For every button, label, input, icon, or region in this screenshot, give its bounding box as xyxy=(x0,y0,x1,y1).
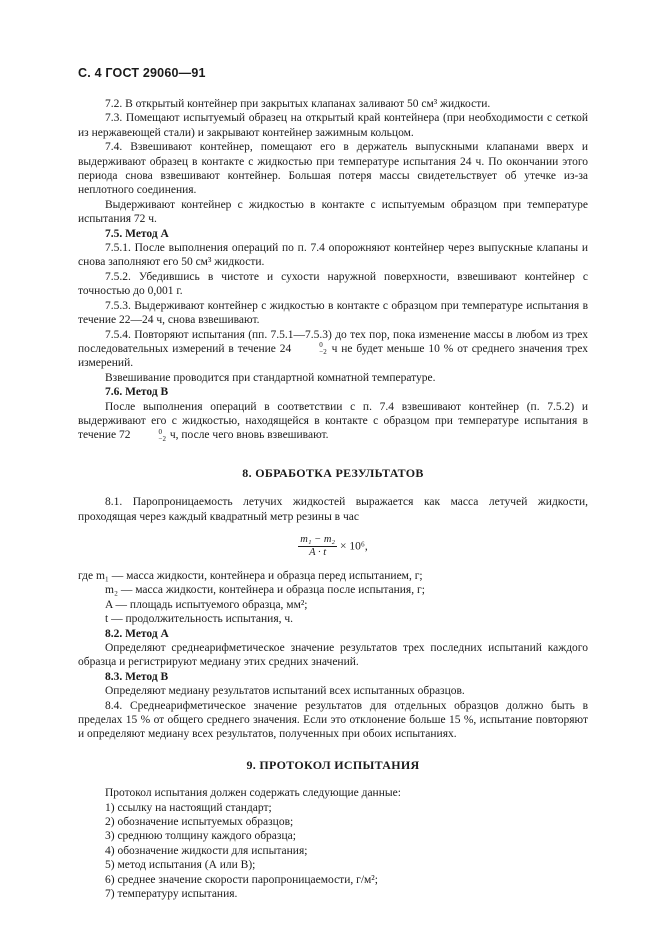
paragraph-8-1: 8.1. Паропроницаемость летучих жидкостей выражается как масса летучей жидкости, проходящая через каждый квадратный метр резины в час xyxy=(78,496,588,523)
paragraph-8-4: 8.4. Среднеарифметическое значение результатов для отдельных образцов должно быть в пределах 15 % от общего среднего значения. Если это отклонение больше 15 %, испытание повторяют и определяют медиану всех результатов, полученных при обоих испытаниях. xyxy=(78,699,588,741)
heading-7-6: 7.6. Метод В xyxy=(105,386,169,399)
tolerance-lower: −2 xyxy=(158,434,166,443)
section-8-title: 8. ОБРАБОТКА РЕЗУЛЬТАТОВ xyxy=(242,465,424,480)
list-item: 7) температуру испытания. xyxy=(105,888,238,901)
paragraph-7-6 xyxy=(78,400,588,443)
formula-fraction xyxy=(298,534,337,559)
paragraph-9-intro: Протокол испытания должен содержать следующие данные: xyxy=(105,787,401,800)
page-header: С. 4 ГОСТ 29060—91 xyxy=(78,66,206,80)
variable-definitions xyxy=(78,569,588,627)
paragraph-7-6-end: ч, после чего вновь взвешивают. xyxy=(169,429,329,442)
paragraph-7-5-4-start: 7.5.4. Повторяют испытания (пп. 7.5.1—7.5.3) до тех пор, пока изменение массы в любом из трех последовательных измерений в течение 24 xyxy=(78,328,588,355)
paragraph-7-5-3: 7.5.3. Выдерживают контейнер с жидкостью в контакте с образцом при температуре испытания в течение 22—24 ч, снова взвешивают. xyxy=(78,299,588,327)
tolerance-72h xyxy=(132,429,166,443)
definition-m2: m₂ — масса жидкости, контейнера и образца после испытания, г; xyxy=(105,584,425,597)
definition-t: t — продолжительность испытания, ч. xyxy=(105,613,294,626)
formula-numerator: m₁ − m₂ xyxy=(300,533,336,545)
paragraph-7-5-1: 7.5.1. После выполнения операций по п. 7.4 опорожняют контейнер через выпускные клапаны и снова заполняют его 50 см³ жидкости. xyxy=(78,242,588,269)
heading-7-5: 7.5. Метод А xyxy=(105,227,169,240)
definition-a: A — площадь испытуемого образца, мм²; xyxy=(105,598,308,611)
formula-multiplier: × 10⁶, xyxy=(339,540,368,553)
paragraph-7-6-start: После выполнения операций в соответствии с п. 7.4 взвешивают контейнер (п. 7.5.2) и выдерживают его с жидкостью, находящейся в контакте с образцом при температуре испытания в течение 72 xyxy=(78,400,588,442)
paragraph-7-5-4 xyxy=(78,328,588,371)
section-9-title: 9. ПРОТОКОЛ ИСПЫТАНИЯ xyxy=(246,757,420,772)
paragraph-7-3: 7.3. Помещают испытуемый образец на открытый край контейнера (при необходимости с сеткой из нержавеющей стали) и закрывают контейнер зажимным кольцом. xyxy=(78,112,588,139)
paragraph-8-2: Определяют среднеарифметическое значение результатов трех последних испытаний каждого образца и регистрируют медиану этих средних значений. xyxy=(78,642,588,669)
list-item: 5) метод испытания (А или В); xyxy=(105,859,256,872)
list-item: 6) среднее значение скорости паропроницаемости, г/м²; xyxy=(105,873,378,886)
formula-denominator: A · t xyxy=(309,546,327,558)
protocol-list xyxy=(78,801,588,902)
tolerance-upper: 0 xyxy=(319,341,323,350)
heading-8-2: 8.2. Метод А xyxy=(105,627,169,640)
paragraph-7-5-4-end: ч не будет меньше 10 % от среднего значения трех измерений. xyxy=(78,342,589,370)
paragraph-8-3: Определяют медиану результатов испытаний всех испытанных образцов. xyxy=(105,685,465,698)
paragraph-weighing: Взвешивание проводится при стандартной комнатной температуре. xyxy=(105,371,436,384)
paragraph-7-5-2: 7.5.2. Убедившись в чистоте и сухости наружной поверхности, взвешивают контейнер с точностью до 0,001 г. xyxy=(78,270,588,298)
heading-8-3: 8.3. Метод В xyxy=(105,670,169,683)
tolerance-upper: 0 xyxy=(158,427,163,436)
paragraph-7-4: 7.4. Взвешивают контейнер, помещают его в держатель выпускными клапанами вверх и выдерживают образец в контакте с жидкостью при температуре испытания 24 ч. По окончании этого периода снова взвешивают контейнер. Большая потеря массы свидетельствует об утечке из-за неплотного соединения. xyxy=(78,141,588,197)
definition-m1: где m₁ — масса жидкости, контейнера и образца перед испытанием, г; xyxy=(78,569,423,582)
tolerance-24h xyxy=(292,342,326,356)
list-item: 4) обозначение жидкости для испытания; xyxy=(105,844,308,857)
list-item: 3) среднюю толщину каждого образца; xyxy=(105,830,296,843)
tolerance-lower: −2 xyxy=(319,348,327,357)
paragraph-hold: Выдерживают контейнер с жидкостью в контакте с испытуемым образцом при температуре испытания 72 ч. xyxy=(78,198,588,226)
list-item: 1) ссылку на настоящий стандарт; xyxy=(105,801,272,814)
formula xyxy=(78,534,588,559)
paragraph-7-2: 7.2. В открытый контейнер при закрытых клапанах заливают 50 см³ жидкости. xyxy=(105,98,491,110)
document-body xyxy=(78,97,588,902)
list-item: 2) обозначение испытуемых образцов; xyxy=(105,816,294,829)
